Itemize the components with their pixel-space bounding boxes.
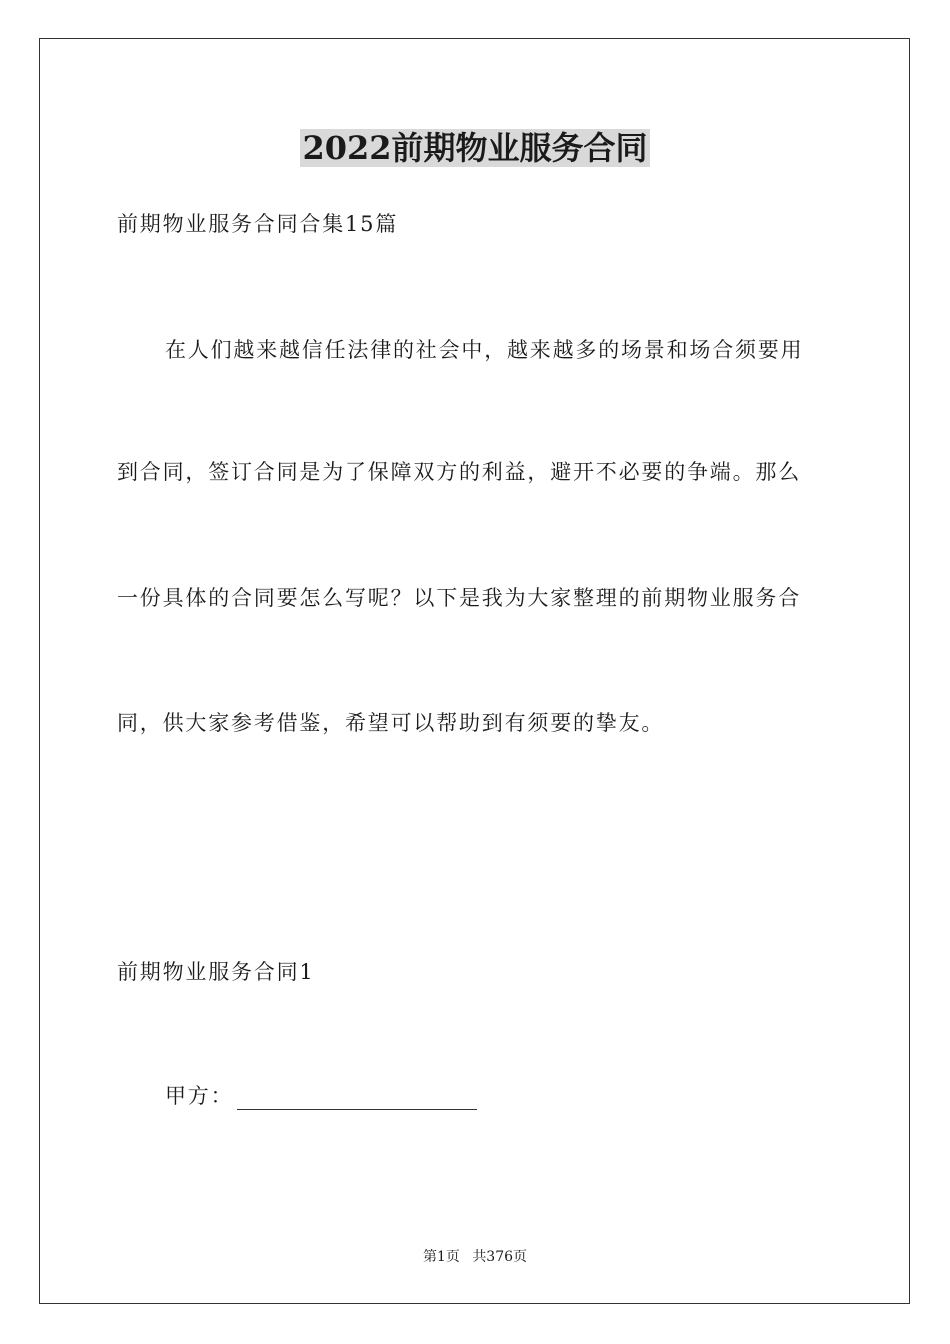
- page-number: 第1页: [422, 1249, 460, 1265]
- document-title-text: 2022前期物业服务合同: [302, 129, 648, 167]
- intro-line-3: 一份具体的合同要怎么写呢？以下是我为大家整理的前期物业服务合: [117, 586, 801, 610]
- party-a-blank[interactable]: [237, 1087, 477, 1110]
- page-total: 共376页: [472, 1249, 528, 1265]
- section-heading: 前期物业服务合同1: [117, 960, 315, 984]
- intro-line-2: 到合同，签订合同是为了保障双方的利益，避开不必要的争端。那么: [117, 460, 801, 484]
- intro-line-1: 在人们越来越信任法律的社会中，越来越多的场景和场合须要用: [165, 338, 804, 362]
- document-subtitle: 前期物业服务合同合集15篇: [117, 212, 399, 236]
- intro-line-4: 同，供大家参考借鉴，希望可以帮助到有须要的挚友。: [117, 711, 665, 735]
- party-a-label: 甲方：: [165, 1084, 234, 1108]
- document-title: [0, 128, 950, 168]
- page-footer: [0, 1248, 950, 1266]
- party-a-row: [165, 1082, 477, 1110]
